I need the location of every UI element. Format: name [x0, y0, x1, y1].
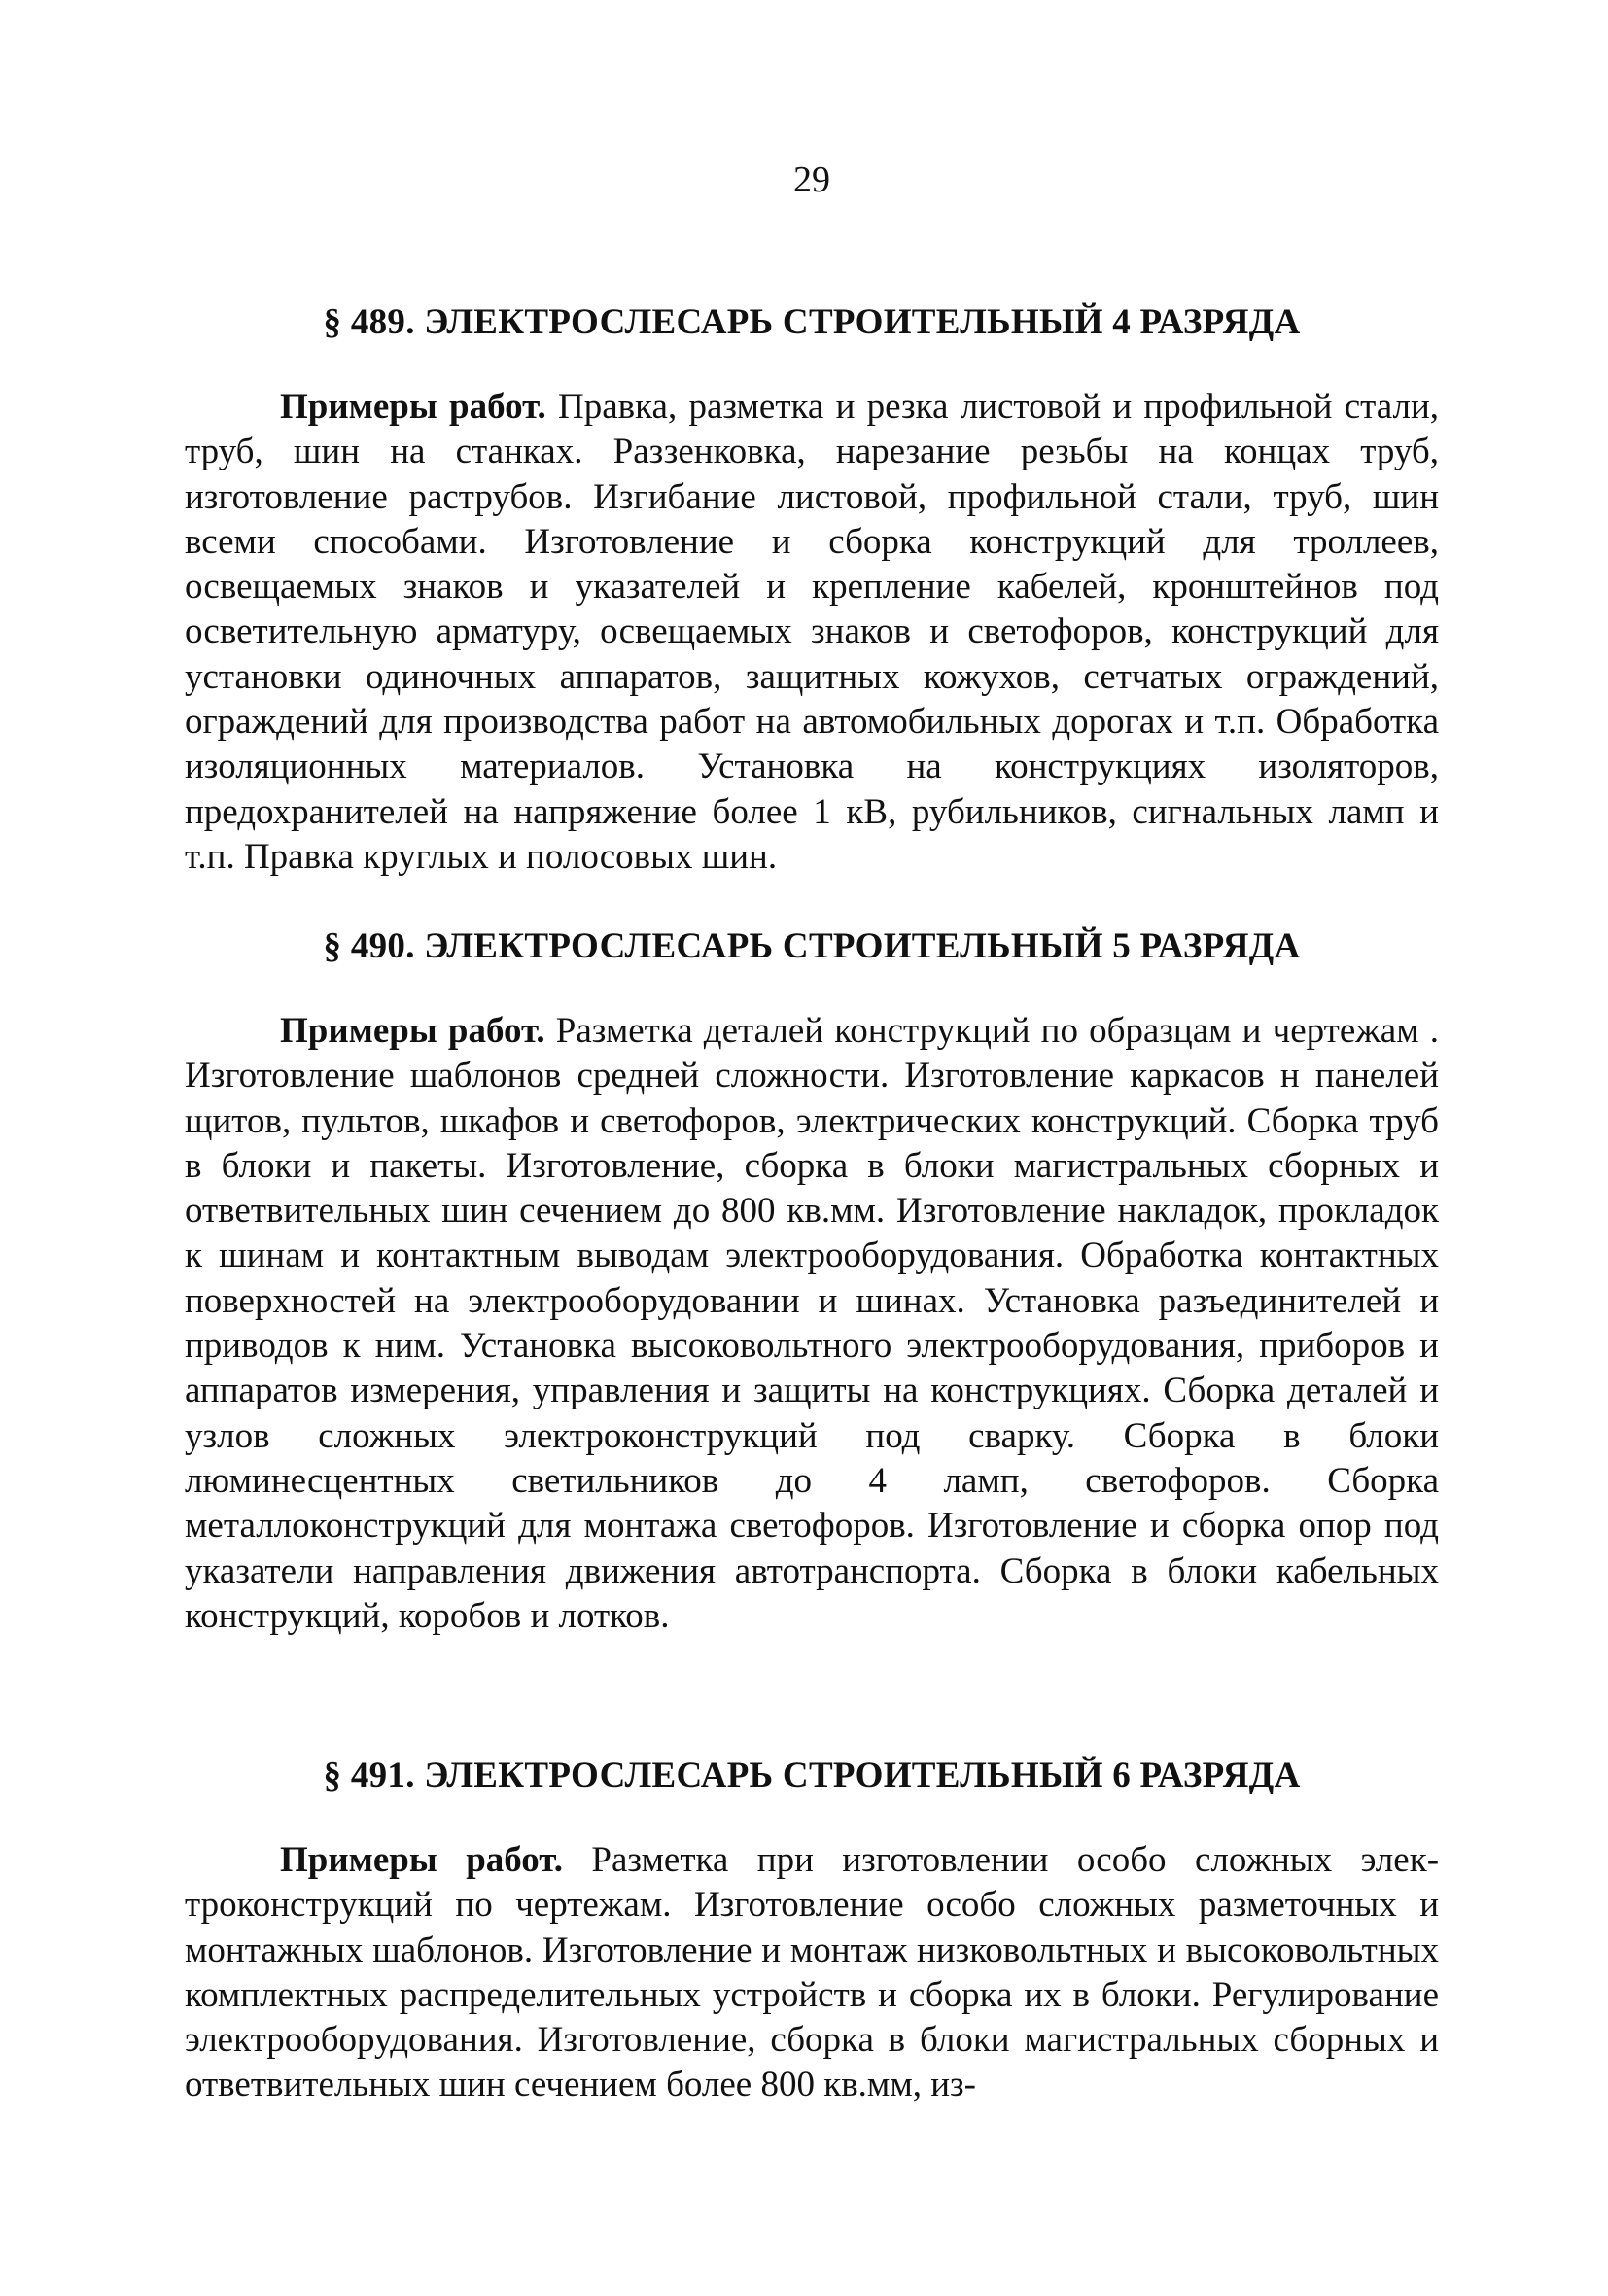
paragraph-lead: Примеры работ. — [280, 1011, 545, 1051]
section-490 — [185, 925, 1439, 1639]
section-paragraph — [185, 1009, 1439, 1639]
paragraph-text: Разметка при изготовлении особо сложных электроконструкций по чертежам. Изготовление особо сложных разметочных и монтажных шаблонов. Изготовление и монтаж низковольтных и высоковольтных комплектных распределительных устройств и сборка их в блоки. Регулирование электрооборудования. Изготовление, сборка в блоки магистральных сборных и ответвительных шин сечением более 800 кв.мм, из- — [185, 1840, 1440, 2105]
section-paragraph — [185, 1838, 1439, 2108]
paragraph-lead: Примеры работ. — [280, 1840, 563, 1880]
paragraph-lead: Примеры работ. — [280, 387, 546, 427]
section-489 — [185, 301, 1439, 880]
section-heading: § 490. ЭЛЕКТРОСЛЕСАРЬ СТРОИТЕЛЬНЫЙ 5 РАЗРЯДА — [323, 926, 1301, 966]
paragraph-text: Правка, разметка и резка листовой и профильной стали, труб, шин на станках. Раззенковка, нарезание резьбы на концах труб, изготовление раструбов. Изгибание листовой, профильной стали, труб, шин всеми способами. Изготовление и сборка конструкций для троллеев, освещаемых знаков и указателей и крепление кабелей, кронштейнов под осветительную арматуру, освещаемых знаков и светофоров, конструкций для установки одиночных аппаратов, защитных кожухов, сетчатых ограждений, ограждений для производства работ на автомобильных дорогах и т.п. Обработка изоляционных материалов. Установка на конструкциях изоляторов, предохранителей на напряжение более 1 кВ, рубильников, сигнальных ламп и т.п. Правка круглых и полосовых шин. — [185, 387, 1440, 877]
section-paragraph — [185, 385, 1439, 880]
section-heading: § 489. ЭЛЕКТРОСЛЕСАРЬ СТРОИТЕЛЬНЫЙ 4 РАЗРЯДА — [323, 302, 1301, 342]
section-491 — [185, 1755, 1439, 2108]
section-heading: § 491. ЭЛЕКТРОСЛЕСАРЬ СТРОИТЕЛЬНЫЙ 6 РАЗРЯДА — [323, 1756, 1301, 1795]
paragraph-text: Разметка деталей конструкций по образцам и чертежам . Изготовление шаблонов средней сложности. Изготовление каркасов н панелей щитов, пультов, шкафов и светофоров, электрических конструкций. Сборка труб в блоки и пакеты. Изготовление, сборка в блоки магистральных сборных и ответвительных шин сечением до 800 кв.мм. Изготовление накладок, прокладок к шинам и контактным выводам электрооборудования. Обработка контактных поверхностей на электрооборудовании и шинах. Установка разъединителей и приводов к ним. Установка высоковольтного электрооборудования, приборов и аппаратов измерения, управления и защиты на конструкциях. Сборка деталей и узлов сложных электроконструкций под сварку. Сборка в блоки люминесцентных светильников до 4 ламп, светофоров. Сборка металлоконструкций для монтажа светофоров. Изготовление и сборка опор под указатели направления движения автотранспорта. Сборка в блоки кабельных конструкций, коробов и лотков. — [185, 1011, 1439, 1636]
page-number: 29 — [793, 159, 830, 200]
